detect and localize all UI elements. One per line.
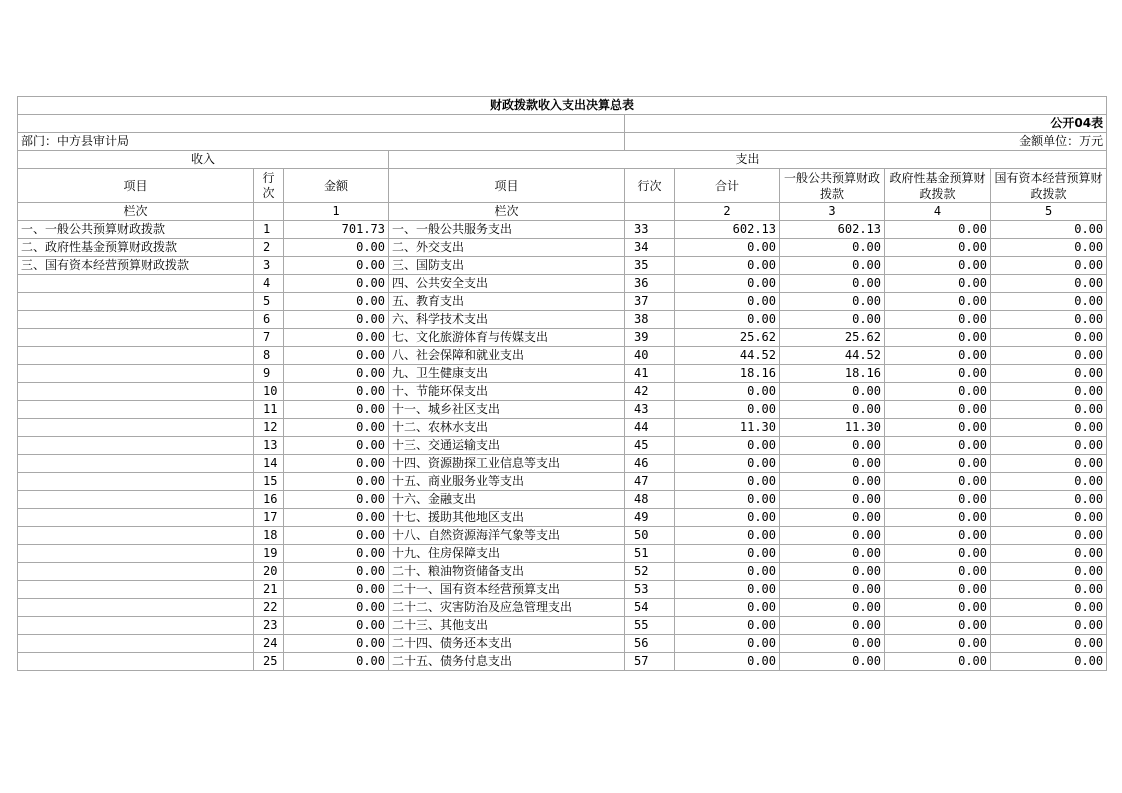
income-amount-cell: 0.00 [284, 293, 389, 311]
department-label: 部门：中方县审计局 [18, 133, 625, 151]
income-amount-cell: 0.00 [284, 563, 389, 581]
report-table [17, 96, 1107, 671]
expense-item-header: 项目 [389, 169, 625, 203]
income-row-no-cell: 17 [254, 509, 284, 527]
total-amount-cell: 602.13 [675, 221, 780, 239]
expense-row-no-cell: 35 [625, 257, 675, 275]
general-budget-amount-cell: 0.00 [780, 293, 885, 311]
expense-item-cell: 一、一般公共服务支出 [389, 221, 625, 239]
gov-fund-amount-cell: 0.00 [885, 635, 991, 653]
general-budget-amount-cell: 0.00 [780, 473, 885, 491]
general-budget-amount-cell: 0.00 [780, 239, 885, 257]
income-row-no-cell: 15 [254, 473, 284, 491]
income-row-no-cell: 2 [254, 239, 284, 257]
income-amount-cell: 0.00 [284, 617, 389, 635]
state-capital-amount-cell: 0.00 [991, 311, 1107, 329]
table-row [18, 275, 1107, 293]
total-amount-cell: 0.00 [675, 563, 780, 581]
state-capital-amount-cell: 0.00 [991, 527, 1107, 545]
total-amount-cell: 0.00 [675, 293, 780, 311]
general-budget-amount-cell: 0.00 [780, 563, 885, 581]
general-budget-amount-cell: 0.00 [780, 437, 885, 455]
income-row-no-cell: 20 [254, 563, 284, 581]
table-row [18, 257, 1107, 275]
expense-row-no-cell: 45 [625, 437, 675, 455]
gov-fund-amount-cell: 0.00 [885, 473, 991, 491]
income-item-cell [18, 581, 254, 599]
table-row [18, 383, 1107, 401]
total-amount-cell: 0.00 [675, 581, 780, 599]
gov-fund-amount-cell: 0.00 [885, 509, 991, 527]
form-code: 公开04表 [625, 115, 1107, 133]
table-row [18, 347, 1107, 365]
income-row-no-cell: 24 [254, 635, 284, 653]
expense-item-cell: 五、教育支出 [389, 293, 625, 311]
general-budget-amount-cell: 25.62 [780, 329, 885, 347]
col-index-2: 2 [675, 203, 780, 221]
table-row [18, 509, 1107, 527]
expense-item-cell: 二十二、灾害防治及应急管理支出 [389, 599, 625, 617]
income-item-cell [18, 527, 254, 545]
general-budget-amount-cell: 0.00 [780, 617, 885, 635]
income-row-no-cell: 3 [254, 257, 284, 275]
income-item-cell [18, 311, 254, 329]
gov-fund-amount-cell: 0.00 [885, 383, 991, 401]
income-row-no-cell: 6 [254, 311, 284, 329]
income-amount-cell: 0.00 [284, 347, 389, 365]
income-item-cell [18, 347, 254, 365]
income-amount-cell: 0.00 [284, 473, 389, 491]
general-budget-amount-cell: 602.13 [780, 221, 885, 239]
general-budget-amount-cell: 0.00 [780, 581, 885, 599]
income-row-no-cell: 22 [254, 599, 284, 617]
income-item-cell [18, 365, 254, 383]
gov-fund-amount-cell: 0.00 [885, 293, 991, 311]
state-capital-amount-cell: 0.00 [991, 221, 1107, 239]
income-item-cell [18, 599, 254, 617]
state-capital-amount-cell: 0.00 [991, 563, 1107, 581]
total-amount-cell: 0.00 [675, 257, 780, 275]
expense-item-cell: 二十四、债务还本支出 [389, 635, 625, 653]
state-capital-amount-cell: 0.00 [991, 275, 1107, 293]
state-capital-amount-cell: 0.00 [991, 635, 1107, 653]
col-index-5: 5 [991, 203, 1107, 221]
total-amount-cell: 0.00 [675, 617, 780, 635]
table-row [18, 473, 1107, 491]
income-amount-cell: 0.00 [284, 527, 389, 545]
table-row [18, 401, 1107, 419]
table-row [18, 635, 1107, 653]
income-amount-cell: 0.00 [284, 311, 389, 329]
income-item-cell [18, 509, 254, 527]
expense-section-header: 支出 [389, 151, 1107, 169]
expense-row-no-cell: 44 [625, 419, 675, 437]
expense-row-no-cell: 40 [625, 347, 675, 365]
state-capital-amount-cell: 0.00 [991, 653, 1107, 671]
expense-item-cell: 二、外交支出 [389, 239, 625, 257]
general-budget-amount-cell: 0.00 [780, 257, 885, 275]
col-index-exp-label: 栏次 [389, 203, 625, 221]
state-capital-amount-cell: 0.00 [991, 437, 1107, 455]
unit-label: 金额单位：万元 [625, 133, 1107, 151]
gov-fund-amount-cell: 0.00 [885, 311, 991, 329]
income-item-cell [18, 455, 254, 473]
blank-cell [18, 115, 625, 133]
general-budget-amount-cell: 0.00 [780, 527, 885, 545]
expense-row-no-cell: 52 [625, 563, 675, 581]
total-amount-cell: 0.00 [675, 653, 780, 671]
total-amount-cell: 0.00 [675, 545, 780, 563]
expense-row-no-cell: 39 [625, 329, 675, 347]
expense-item-cell: 四、公共安全支出 [389, 275, 625, 293]
income-item-cell [18, 563, 254, 581]
expense-item-cell: 九、卫生健康支出 [389, 365, 625, 383]
gov-fund-amount-cell: 0.00 [885, 653, 991, 671]
income-item-cell: 二、政府性基金预算财政拨款 [18, 239, 254, 257]
state-capital-amount-cell: 0.00 [991, 257, 1107, 275]
gov-fund-amount-cell: 0.00 [885, 347, 991, 365]
expense-item-cell: 十五、商业服务业等支出 [389, 473, 625, 491]
expense-item-cell: 七、文化旅游体育与传媒支出 [389, 329, 625, 347]
report-title: 财政拨款收入支出决算总表 [18, 97, 1107, 115]
state-capital-amount-cell: 0.00 [991, 365, 1107, 383]
state-capital-amount-cell: 0.00 [991, 239, 1107, 257]
col-index-1: 1 [284, 203, 389, 221]
income-amount-cell: 0.00 [284, 635, 389, 653]
general-budget-amount-cell: 11.30 [780, 419, 885, 437]
gov-fund-amount-cell: 0.00 [885, 275, 991, 293]
income-item-cell [18, 275, 254, 293]
income-amount-cell: 0.00 [284, 581, 389, 599]
general-budget-amount-cell: 0.00 [780, 311, 885, 329]
income-row-no-cell: 8 [254, 347, 284, 365]
income-row-no-cell: 21 [254, 581, 284, 599]
state-capital-amount-cell: 0.00 [991, 545, 1107, 563]
gov-fund-amount-cell: 0.00 [885, 221, 991, 239]
total-amount-cell: 0.00 [675, 311, 780, 329]
income-item-cell [18, 491, 254, 509]
gov-fund-amount-cell: 0.00 [885, 257, 991, 275]
income-row-no-cell: 14 [254, 455, 284, 473]
state-capital-amount-cell: 0.00 [991, 293, 1107, 311]
gov-fund-amount-cell: 0.00 [885, 419, 991, 437]
income-amount-cell: 701.73 [284, 221, 389, 239]
total-amount-cell: 0.00 [675, 275, 780, 293]
income-amount-cell: 0.00 [284, 239, 389, 257]
expense-item-cell: 十七、援助其他地区支出 [389, 509, 625, 527]
income-item-cell [18, 617, 254, 635]
income-row-no-cell: 19 [254, 545, 284, 563]
gov-fund-amount-cell: 0.00 [885, 581, 991, 599]
income-section-header: 收入 [18, 151, 389, 169]
state-capital-amount-cell: 0.00 [991, 401, 1107, 419]
table-row [18, 491, 1107, 509]
expense-item-cell: 六、科学技术支出 [389, 311, 625, 329]
blank-cell [625, 203, 675, 221]
total-amount-cell: 0.00 [675, 491, 780, 509]
income-amount-cell: 0.00 [284, 509, 389, 527]
general-budget-amount-cell: 0.00 [780, 275, 885, 293]
total-amount-cell: 0.00 [675, 401, 780, 419]
expense-item-cell: 十八、自然资源海洋气象等支出 [389, 527, 625, 545]
expense-row-no-cell: 34 [625, 239, 675, 257]
state-capital-amount-cell: 0.00 [991, 491, 1107, 509]
general-budget-amount-cell: 18.16 [780, 365, 885, 383]
expense-item-cell: 三、国防支出 [389, 257, 625, 275]
table-row [18, 599, 1107, 617]
table-row [18, 437, 1107, 455]
state-capital-amount-cell: 0.00 [991, 617, 1107, 635]
table-row [18, 293, 1107, 311]
income-row-no-cell: 7 [254, 329, 284, 347]
income-row-no-cell: 4 [254, 275, 284, 293]
expense-row-no-cell: 51 [625, 545, 675, 563]
col-index-3: 3 [780, 203, 885, 221]
expense-item-cell: 十九、住房保障支出 [389, 545, 625, 563]
income-amount-cell: 0.00 [284, 491, 389, 509]
col-index-4: 4 [885, 203, 991, 221]
gov-fund-amount-cell: 0.00 [885, 563, 991, 581]
gov-fund-amount-cell: 0.00 [885, 545, 991, 563]
table-row [18, 419, 1107, 437]
total-amount-cell: 0.00 [675, 437, 780, 455]
income-item-cell [18, 545, 254, 563]
income-item-cell [18, 653, 254, 671]
expense-row-no-cell: 56 [625, 635, 675, 653]
income-row-no-cell: 18 [254, 527, 284, 545]
expense-item-cell: 二十、粮油物资储备支出 [389, 563, 625, 581]
total-amount-cell: 0.00 [675, 599, 780, 617]
table-row [18, 563, 1107, 581]
expense-row-no-cell: 53 [625, 581, 675, 599]
total-amount-cell: 11.30 [675, 419, 780, 437]
income-amount-cell: 0.00 [284, 653, 389, 671]
col-index-label: 栏次 [18, 203, 254, 221]
table-body [18, 97, 1107, 671]
expense-row-no-cell: 49 [625, 509, 675, 527]
income-row-no-cell: 16 [254, 491, 284, 509]
income-amount-cell: 0.00 [284, 329, 389, 347]
total-amount-cell: 0.00 [675, 239, 780, 257]
total-amount-cell: 25.62 [675, 329, 780, 347]
gov-fund-amount-cell: 0.00 [885, 491, 991, 509]
general-budget-amount-cell: 0.00 [780, 635, 885, 653]
blank-cell [254, 203, 284, 221]
total-amount-cell: 0.00 [675, 473, 780, 491]
gov-fund-amount-cell: 0.00 [885, 365, 991, 383]
total-header: 合计 [675, 169, 780, 203]
table-row [18, 365, 1107, 383]
table-row [18, 527, 1107, 545]
expense-item-cell: 八、社会保障和就业支出 [389, 347, 625, 365]
gov-fund-amount-cell: 0.00 [885, 437, 991, 455]
total-amount-cell: 0.00 [675, 509, 780, 527]
state-capital-amount-cell: 0.00 [991, 473, 1107, 491]
gov-fund-header: 政府性基金预算财政拨款 [885, 169, 991, 203]
expense-item-cell: 十六、金融支出 [389, 491, 625, 509]
expense-row-no-cell: 46 [625, 455, 675, 473]
state-capital-amount-cell: 0.00 [991, 419, 1107, 437]
income-amount-cell: 0.00 [284, 545, 389, 563]
income-row-no-cell: 10 [254, 383, 284, 401]
general-budget-header: 一般公共预算财政拨款 [780, 169, 885, 203]
gov-fund-amount-cell: 0.00 [885, 329, 991, 347]
general-budget-amount-cell: 0.00 [780, 653, 885, 671]
expense-row-no-cell: 41 [625, 365, 675, 383]
state-capital-amount-cell: 0.00 [991, 329, 1107, 347]
gov-fund-amount-cell: 0.00 [885, 599, 991, 617]
income-item-cell [18, 293, 254, 311]
expense-row-no-cell: 42 [625, 383, 675, 401]
income-item-cell [18, 437, 254, 455]
income-row-no-header: 行次 [254, 169, 284, 203]
income-item-cell [18, 401, 254, 419]
income-row-no-cell: 11 [254, 401, 284, 419]
expense-row-no-cell: 38 [625, 311, 675, 329]
income-item-cell [18, 635, 254, 653]
gov-fund-amount-cell: 0.00 [885, 455, 991, 473]
income-amount-cell: 0.00 [284, 383, 389, 401]
income-item-cell: 三、国有资本经营预算财政拨款 [18, 257, 254, 275]
expense-row-no-cell: 57 [625, 653, 675, 671]
general-budget-amount-cell: 0.00 [780, 491, 885, 509]
expense-item-cell: 十二、农林水支出 [389, 419, 625, 437]
state-capital-amount-cell: 0.00 [991, 347, 1107, 365]
expense-row-no-cell: 50 [625, 527, 675, 545]
income-row-no-cell: 13 [254, 437, 284, 455]
gov-fund-amount-cell: 0.00 [885, 527, 991, 545]
state-capital-amount-cell: 0.00 [991, 455, 1107, 473]
gov-fund-amount-cell: 0.00 [885, 239, 991, 257]
expense-item-cell: 十四、资源勘探工业信息等支出 [389, 455, 625, 473]
general-budget-amount-cell: 0.00 [780, 455, 885, 473]
income-item-cell [18, 473, 254, 491]
table-row [18, 311, 1107, 329]
expense-row-no-cell: 47 [625, 473, 675, 491]
general-budget-amount-cell: 44.52 [780, 347, 885, 365]
income-item-cell: 一、一般公共预算财政拨款 [18, 221, 254, 239]
income-amount-header: 金额 [284, 169, 389, 203]
total-amount-cell: 0.00 [675, 527, 780, 545]
income-row-no-cell: 25 [254, 653, 284, 671]
expense-item-cell: 二十三、其他支出 [389, 617, 625, 635]
expense-row-no-cell: 55 [625, 617, 675, 635]
expense-item-cell: 十一、城乡社区支出 [389, 401, 625, 419]
expense-item-cell: 十、节能环保支出 [389, 383, 625, 401]
gov-fund-amount-cell: 0.00 [885, 401, 991, 419]
income-row-no-cell: 12 [254, 419, 284, 437]
income-row-no-cell: 1 [254, 221, 284, 239]
income-amount-cell: 0.00 [284, 599, 389, 617]
income-item-cell [18, 329, 254, 347]
expense-row-no-cell: 33 [625, 221, 675, 239]
total-amount-cell: 0.00 [675, 635, 780, 653]
income-amount-cell: 0.00 [284, 401, 389, 419]
total-amount-cell: 18.16 [675, 365, 780, 383]
income-amount-cell: 0.00 [284, 437, 389, 455]
income-item-cell [18, 383, 254, 401]
state-capital-amount-cell: 0.00 [991, 509, 1107, 527]
income-amount-cell: 0.00 [284, 419, 389, 437]
total-amount-cell: 0.00 [675, 383, 780, 401]
income-item-header: 项目 [18, 169, 254, 203]
expense-item-cell: 二十五、债务付息支出 [389, 653, 625, 671]
general-budget-amount-cell: 0.00 [780, 599, 885, 617]
expense-row-no-cell: 54 [625, 599, 675, 617]
general-budget-amount-cell: 0.00 [780, 383, 885, 401]
general-budget-amount-cell: 0.00 [780, 545, 885, 563]
income-row-no-cell: 5 [254, 293, 284, 311]
report-sheet [17, 96, 1107, 671]
table-row [18, 239, 1107, 257]
income-amount-cell: 0.00 [284, 275, 389, 293]
table-row [18, 221, 1107, 239]
income-row-no-cell: 23 [254, 617, 284, 635]
expense-row-no-cell: 43 [625, 401, 675, 419]
expense-item-cell: 十三、交通运输支出 [389, 437, 625, 455]
table-row [18, 545, 1107, 563]
table-row [18, 581, 1107, 599]
income-item-cell [18, 419, 254, 437]
expense-row-no-header: 行次 [625, 169, 675, 203]
expense-row-no-cell: 36 [625, 275, 675, 293]
table-row [18, 617, 1107, 635]
general-budget-amount-cell: 0.00 [780, 401, 885, 419]
state-capital-amount-cell: 0.00 [991, 383, 1107, 401]
income-row-no-cell: 9 [254, 365, 284, 383]
table-row [18, 455, 1107, 473]
expense-item-cell: 二十一、国有资本经营预算支出 [389, 581, 625, 599]
table-row [18, 329, 1107, 347]
total-amount-cell: 0.00 [675, 455, 780, 473]
state-capital-amount-cell: 0.00 [991, 581, 1107, 599]
expense-row-no-cell: 37 [625, 293, 675, 311]
gov-fund-amount-cell: 0.00 [885, 617, 991, 635]
general-budget-amount-cell: 0.00 [780, 509, 885, 527]
state-capital-amount-cell: 0.00 [991, 599, 1107, 617]
income-amount-cell: 0.00 [284, 365, 389, 383]
expense-row-no-cell: 48 [625, 491, 675, 509]
table-row [18, 653, 1107, 671]
state-capital-header: 国有资本经营预算财政拨款 [991, 169, 1107, 203]
total-amount-cell: 44.52 [675, 347, 780, 365]
income-amount-cell: 0.00 [284, 455, 389, 473]
income-amount-cell: 0.00 [284, 257, 389, 275]
